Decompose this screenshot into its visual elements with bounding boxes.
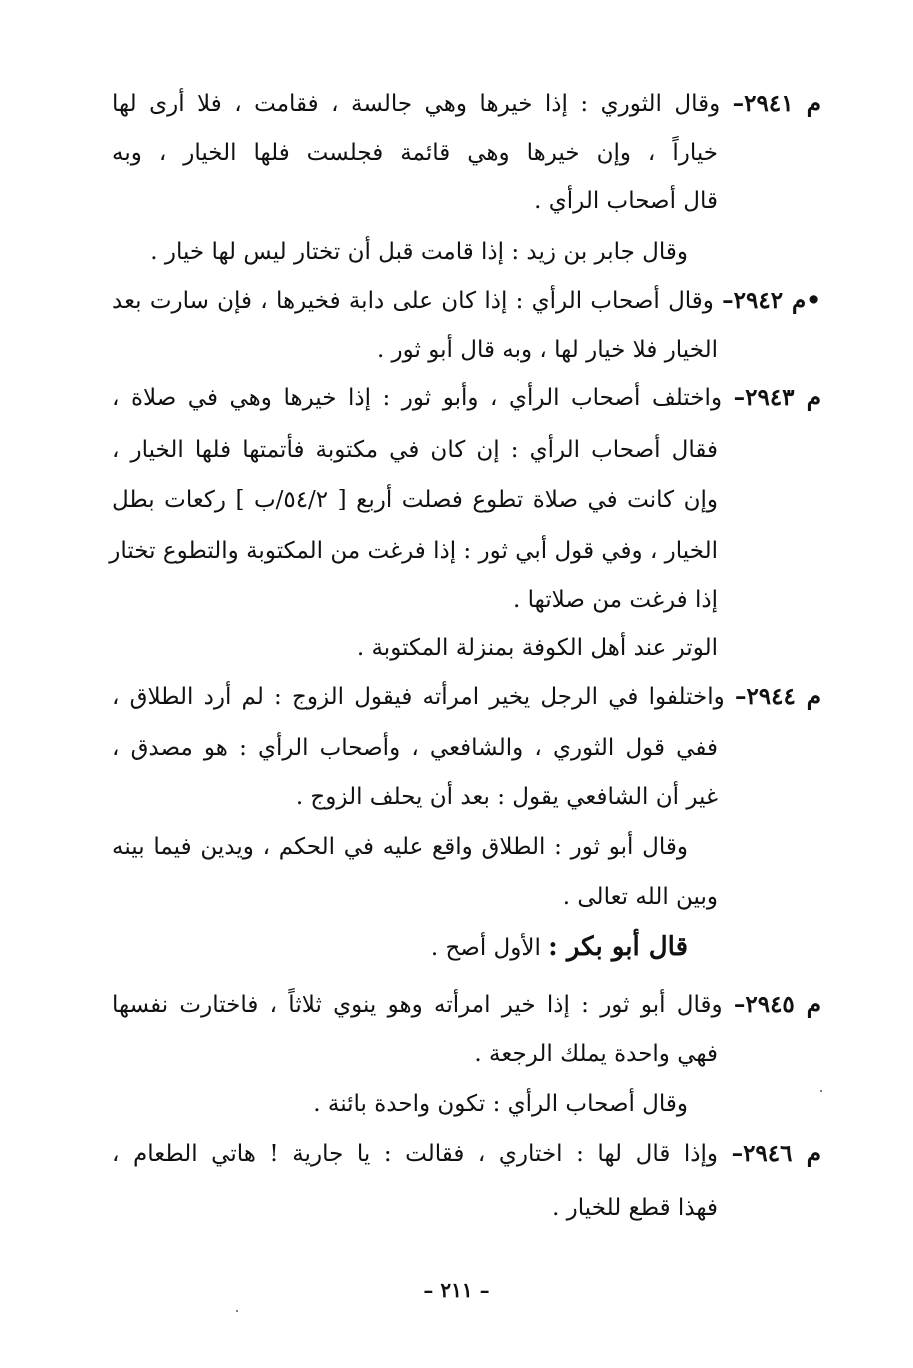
text-line: [112, 985, 821, 1025]
entry-number: م ٢٩٤١–: [732, 90, 821, 117]
text-line: [112, 281, 821, 321]
text-line: [112, 677, 821, 717]
text-line: وقال أبو ثور : الطلاق واقع عليه في الحكم ، ويدين فيما بينه: [112, 834, 688, 860]
text-line: غير أن الشافعي يقول : بعد أن يحلف الزوج .: [295, 784, 718, 810]
scan-speck: [236, 1310, 238, 1312]
line-text: واختلفوا في الرجل يخير امرأته فيقول الزوج : لم أرد الطلاق ،: [112, 684, 735, 710]
line-text: وقال أبو ثور : إذا خير امرأته وهو ينوي ثلاثاً ، فاختارت نفسها: [112, 992, 734, 1018]
text-line: وقال أصحاب الرأي : تكون واحدة بائنة .: [313, 1091, 688, 1117]
entry-number: م ٢٩٤٣–: [733, 384, 822, 411]
text-line: فهذا قطع للخيار .: [552, 1195, 718, 1221]
page-number: – ٢١١ –: [423, 1278, 490, 1302]
text-line: إذا فرغت من صلاتها .: [513, 587, 718, 613]
line-text: وقال الثوري : إذا خيرها وهي جالسة ، فقامت ، فلا أرى لها: [112, 91, 733, 117]
line-text: وإذا قال لها : اختاري ، فقالت : يا جارية ! هاتي الطعام ،: [112, 1141, 732, 1167]
text-line: وقال جابر بن زيد : إذا قامت قبل أن تختار ليس لها خيار .: [150, 239, 688, 265]
line-text: واختلف أصحاب الرأي ، وأبو ثور : إذا خيرها وهي في صلاة ،: [112, 385, 734, 411]
entry-number: م ٢٩٤٤–: [734, 683, 821, 710]
text-line: الخيار فلا خيار لها ، وبه قال أبو ثور .: [376, 337, 718, 363]
entry-number: م ٢٩٤٦–: [731, 1140, 821, 1167]
line-text: الأول أصح .: [430, 935, 549, 961]
conclusion-line: [431, 927, 688, 967]
text-line: فقال أصحاب الرأي : إن كان في مكتوبة فأتمتها فلها الخيار ،: [112, 437, 718, 463]
abu-bakr-heading: قال أبو بكر :: [548, 932, 688, 962]
entry-number: •م ٢٩٤٢–: [722, 287, 821, 314]
text-line: وإن كانت في صلاة تطوع فصلت أربع [ ٥٤/٢/ب ] ركعات بطل: [112, 487, 718, 513]
text-line: ففي قول الثوري ، والشافعي ، وأصحاب الرأي : هو مصدق ،: [112, 735, 718, 761]
text-line: الخيار ، وفي قول أبي ثور : إذا فرغت من المكتوبة والتطوع تختار: [109, 538, 718, 564]
text-line: [112, 1134, 821, 1174]
text-line: فهي واحدة يملك الرجعة .: [474, 1041, 718, 1067]
text-line: [112, 378, 821, 418]
text-line: خياراً ، وإن خيرها وهي قائمة فجلست فلها الخيار ، وبه: [112, 140, 718, 166]
text-line: قال أصحاب الرأي .: [534, 188, 718, 214]
line-text: وقال أصحاب الرأي : إذا كان على دابة فخيرها ، فإن سارت بعد: [112, 288, 723, 314]
scan-speck: [820, 1090, 822, 1092]
text-line: [112, 84, 821, 124]
text-line: الوتر عند أهل الكوفة بمنزلة المكتوبة .: [356, 635, 718, 661]
text-line: وبين الله تعالى .: [562, 884, 718, 910]
entry-number: م ٢٩٤٥–: [733, 991, 821, 1018]
